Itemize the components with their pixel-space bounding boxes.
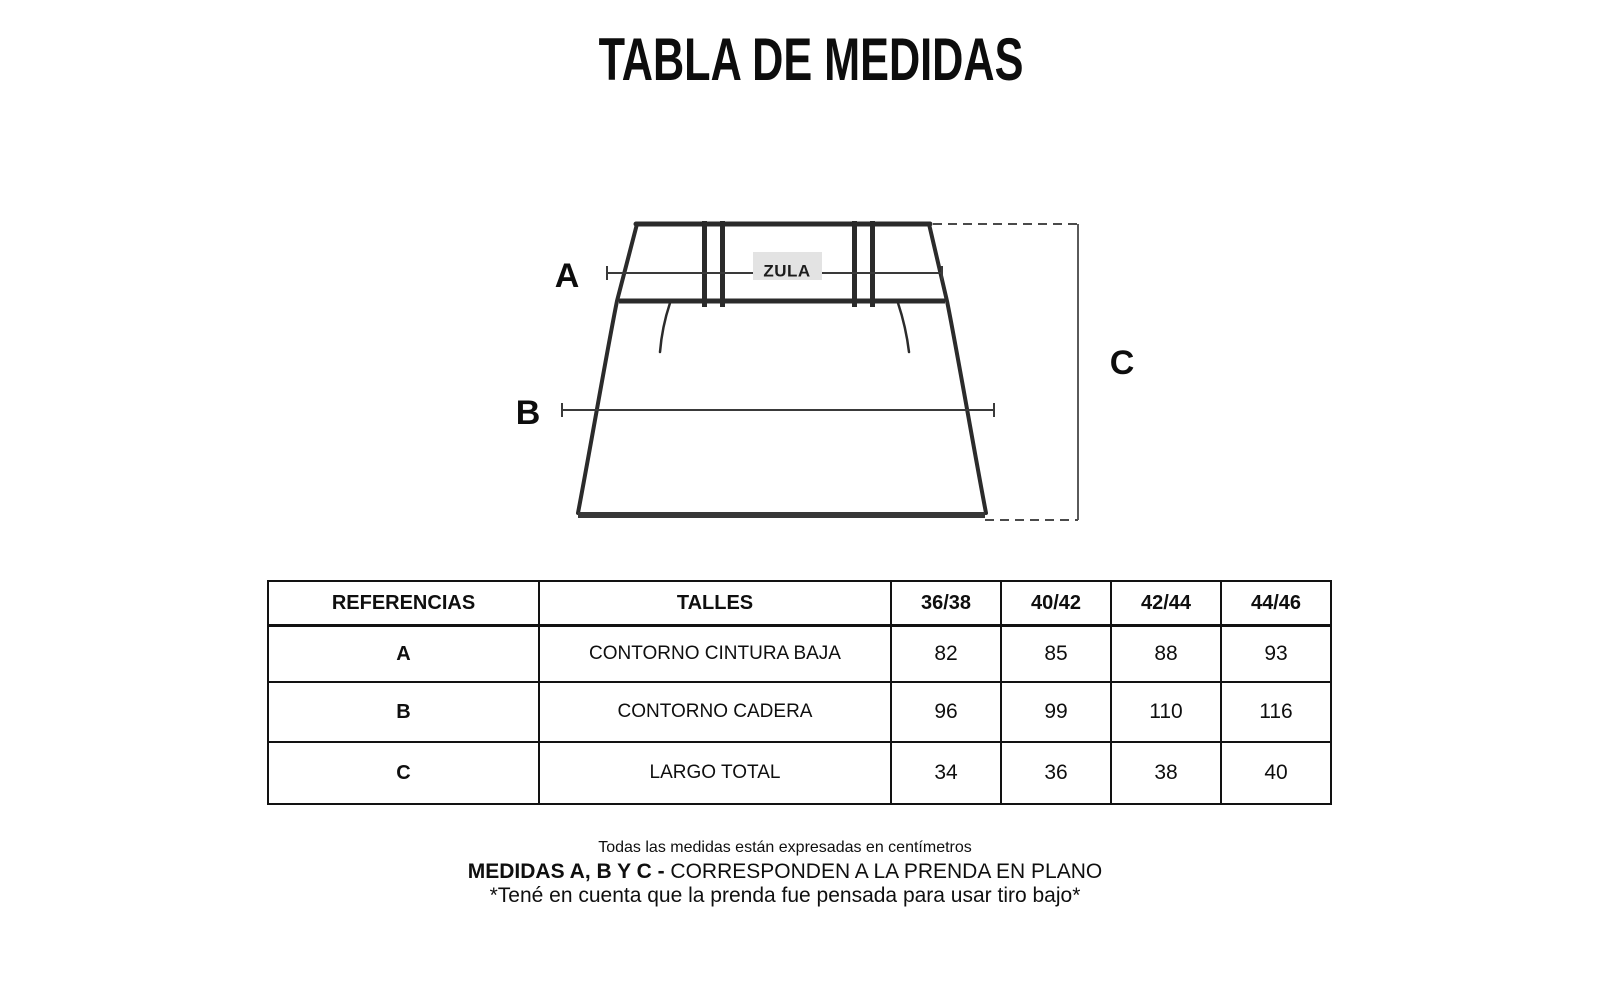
header-size-42-44: 42/44 [1112,582,1222,627]
belt-loop-right-1 [852,221,857,307]
row-c-value-36-38: 34 [892,743,1002,803]
row-a-value-40-42: 85 [1002,627,1112,683]
row-c-value-40-42: 36 [1002,743,1112,803]
row-c-value-44-46: 40 [1264,761,1288,784]
page-title-wrap [0,26,1600,93]
row-c-ref: C [269,743,540,803]
row-b-ref: B [269,683,540,743]
skirt-measurement-diagram [500,195,1160,535]
row-b-value-36-38: 96 [892,683,1002,743]
pocket-seam-right [898,303,909,352]
page-title: TABLA DE MEDIDAS [598,26,1024,93]
measure-b-letter: B [515,394,541,432]
measure-c-letter: C [1109,344,1135,382]
measures-note [0,860,1570,884]
header-size-40-42: 40/42 [1002,582,1112,627]
row-b-label: CONTORNO CADERA [540,683,892,743]
row-a-label: CONTORNO CINTURA BAJA [540,627,892,683]
brand-tag-label: ZULA [763,261,811,281]
skirt-right-edge [929,224,986,513]
header-size-36-38: 36/38 [892,582,1002,627]
header-referencias: REFERENCIAS [269,582,540,627]
row-b-value-40-42: 99 [1002,683,1112,743]
row-b-value-42-44: 110 [1112,683,1222,743]
footer-notes [0,838,1570,908]
fit-note: *Tené en cuenta que la prenda fue pensada para usar tiro bajo* [489,884,1081,907]
row-b-value-44-46: 116 [1222,683,1330,743]
units-note: Todas las medidas están expresadas en centímetros [598,839,972,856]
belt-loop-left-2 [720,221,725,307]
measures-note-bold: MEDIDAS A, B Y C - [467,860,665,883]
row-c-label: LARGO TOTAL [540,743,892,803]
row-a-ref: A [269,627,540,683]
row-a-value-42-44: 88 [1112,627,1222,683]
row-a-value-44-46: 93 [1222,627,1330,683]
pocket-seam-left [660,303,670,352]
belt-loop-right-2 [870,221,875,307]
row-a-value-36-38: 82 [892,627,1002,683]
row-c-value-42-44: 38 [1112,743,1222,803]
measures-note-rest: CORRESPONDEN A LA PRENDA EN PLANO [670,860,1103,883]
belt-loop-left-1 [702,221,707,307]
size-table [267,580,1332,805]
header-talles: TALLES [540,582,892,627]
header-size-44-46: 44/46 [1222,582,1330,627]
measure-a-letter: A [554,257,580,295]
